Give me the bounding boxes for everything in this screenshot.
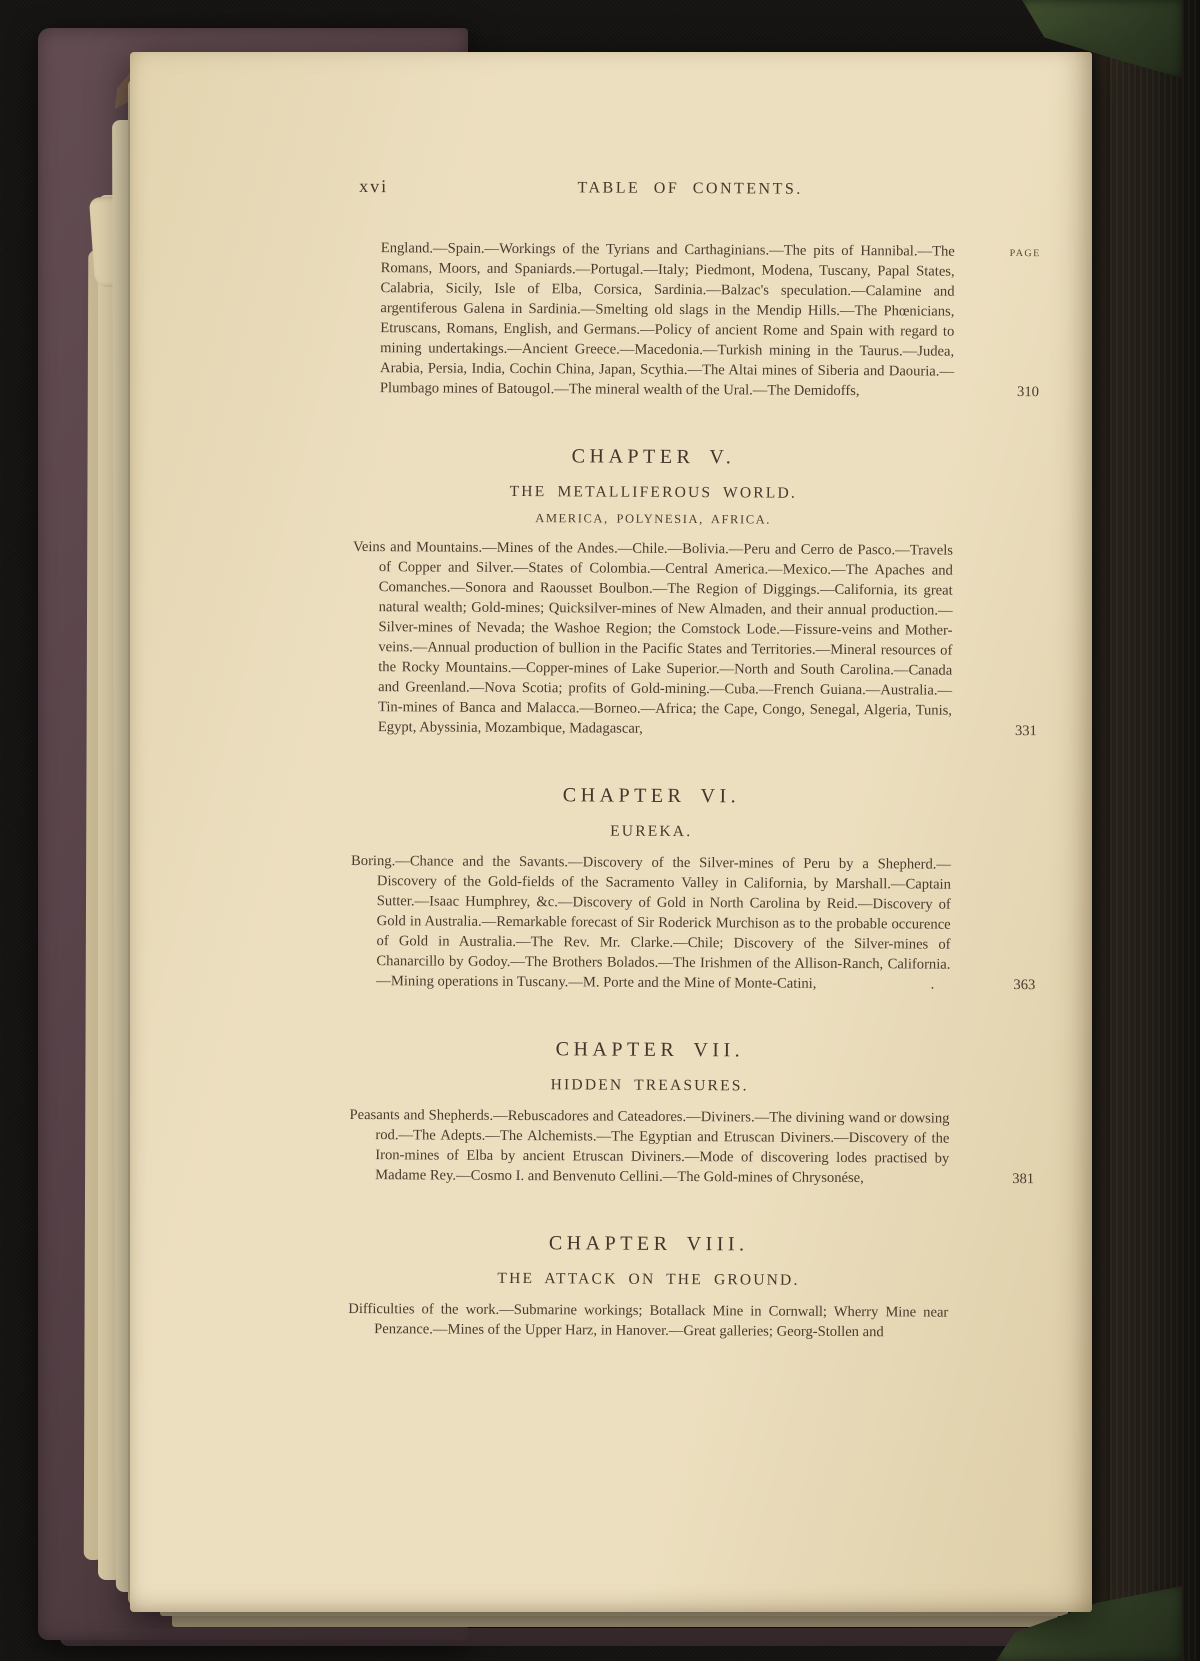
chapter-section: [350, 783, 1036, 995]
entry-summary: Veins and Mountains.—Mines of the Andes.—Chile.—Bolivia.—Peru and Cerro de Pasco.—Travels of Copper and Silver.—States of Colombia.—Central America.—Mexico.—The Apaches and Comanches.—Sonora and Raousset Boulbon.—The Region of Diggings.—California, its great natural wealth; Gold-mines; Quicksilver-mines of New Almaden, and their annual production.—Silver-mines of Nevada; the Washoe Region; the Comstock Lode.—Fissure-veins and Mother-veins.—Annual production of bullion in the Pacific States and Territories.—Mineral resources of the Rocky Mountains.—Copper-mines of Lake Superior.—North and South Carolina.—Canada and Greenland.—Nova Scotia; profits of Gold-mining.—Cuba.—French Guiana.—Australia.—Tin-mines of Banca and Malacca.—Borneo.—Africa; the Cape, Congo, Senegal, Algeria, Tunis, Egypt, Abyssinia, Mozambique, Madagascar,: [352, 538, 954, 737]
chapter-title: EUREKA.: [610, 822, 693, 841]
entry-summary: England.—Spain.—Workings of the Tyrians and Carthaginians.—The pits of Hannibal.—The Romans, Moors, and Spaniards.—Portugal.—Italy; Piedmont, Modena, Tuscany, Papal States, Calabria, Sicily, Isle of Elba, Corsica, Sardinia.—Balzac's speculation.—Calamine and argentiferous Galena in Sardinia.—Smelting old slags in the Mendip Hills.—The Phœnicians, Etruscans, Romans, English, and Germans.—Policy of ancient Rome and Spain with regard to mining undertakings.—Ancient Greece.—Macedonia.—Turkish mining in the Taurus.—Judea, Arabia, Persia, India, Cochin China, Japan, Scythia.—The Altai mines of Siberia and Daouria.—Plumbago mines of Batougol.—The mineral wealth of the Ural.—The Demidoffs,: [379, 240, 955, 400]
book-right-board-edge: [1110, 0, 1200, 1661]
entry-page-number: 363: [1013, 977, 1036, 994]
toc-entry: [350, 851, 1036, 995]
cover-bottom-edge: [60, 1628, 1050, 1646]
chapter-heading: CHAPTER VII.: [555, 1038, 745, 1062]
entry-summary: Peasants and Shepherds.—Rebuscadores and Cateadores.—Diviners.—The divining wand or dowsing rod.—The Adepts.—The Alchemists.—The Egyptian and Etruscan Diviners.—Discovery of the Iron-mines of Elba by ancient Etruscan Diviners.—Mode of discovering lodes practised by Madame Rey.—Cosmo I. and Benvenuto Cellini.—The Gold-mines of Chrysonése,: [349, 1106, 950, 1187]
leader-dot: .: [930, 976, 935, 993]
folio-number: xvi: [359, 176, 389, 197]
chapter-title: THE METALLIFEROUS WORLD.: [509, 482, 798, 502]
entry-page-number: 331: [1014, 723, 1037, 740]
toc-entry: [348, 1299, 948, 1343]
toc-entry: [352, 537, 1037, 741]
chapter-heading: CHAPTER VI.: [562, 784, 741, 808]
entry-page-number: 310: [1016, 384, 1039, 401]
chapter-title: HIDDEN TREASURES.: [550, 1076, 749, 1095]
chapter-heading: CHAPTER V.: [571, 445, 736, 469]
chapter-section: [352, 444, 1037, 741]
chapter-subtitle: AMERICA, POLYNESIA, AFRICA.: [535, 511, 772, 527]
entry-summary: Boring.—Chance and the Savants.—Discovery of the Silver-mines of Peru by a Shepherd.—Discovery of the Gold-fields of the Sacramento Valley in California, by Marshall.—Captain Sutter.—Isaac Humphrey, &c.—Discovery of Gold in North Carolina by Reid.—Discovery of Gold in Australia.—Remarkable forecast of Sir Roderick Murchison as to the probable occurence of Gold in Australia.—The Rev. Mr. Clarke.—Chile; Discovery of the Silver-mines of Chanarcillo by Godoy.—The Brothers Bolados.—The Irishmen of the Allison-Ranch, California.—Mining operations in Tuscany.—M. Porte and the Mine of Monte-Catini,: [351, 852, 952, 992]
page-column-label: PAGE: [1009, 247, 1041, 260]
chapter-section: [349, 1037, 1035, 1189]
chapter-title: THE ATTACK ON THE GROUND.: [497, 1269, 800, 1289]
entry-page-number: 381: [1012, 1171, 1035, 1188]
running-head: TABLE OF CONTENTS.: [577, 179, 803, 198]
toc-entry: [349, 1105, 1035, 1189]
page-header: [355, 52, 956, 206]
book-page: [130, 52, 1092, 1612]
printed-text-block: [348, 52, 1042, 1343]
entry-summary: Difficulties of the work.—Submarine workings; Botallack Mine in Cornwall; Wherry Mine near Penzance.—Mines of the Upper Harz, in Hanover.—Great galleries; Georg-Stollen and: [348, 1300, 949, 1341]
chapter-section: [348, 1231, 949, 1343]
chapter-heading: CHAPTER VIII.: [548, 1232, 749, 1256]
